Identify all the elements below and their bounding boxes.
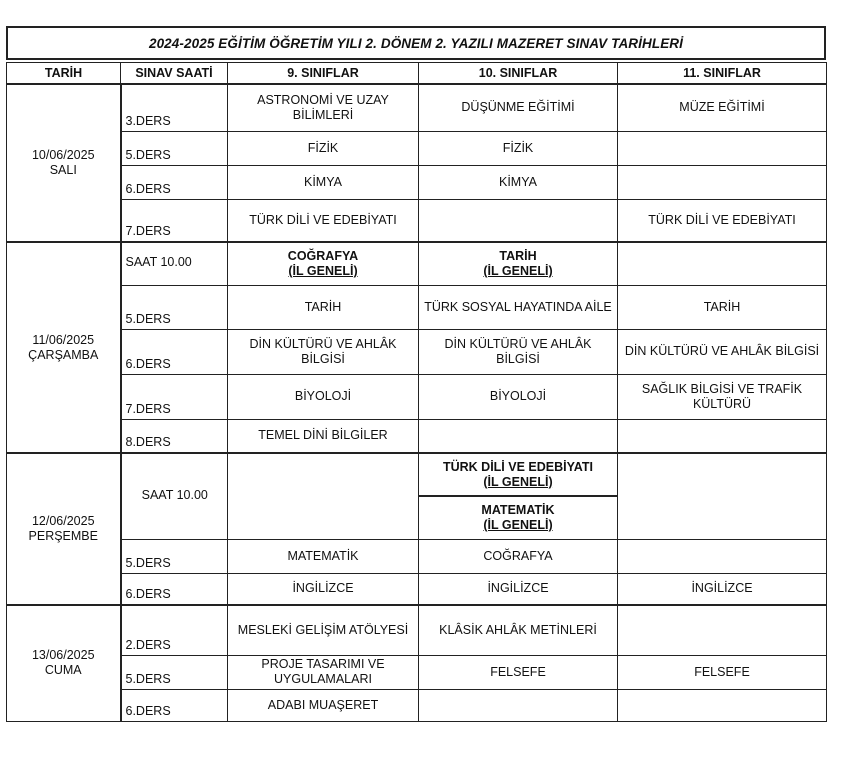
grade-11-cell	[618, 689, 827, 721]
time-cell: 2.DERS	[121, 605, 228, 655]
time-cell: 5.DERS	[121, 285, 228, 329]
grade-11-cell: DİN KÜLTÜRÜ VE AHLÂK BİLGİSİ	[618, 329, 827, 374]
grade-9-cell: FİZİK	[228, 131, 419, 165]
time-cell: 5.DERS	[121, 131, 228, 165]
grade-10-cell	[419, 419, 618, 453]
subject-name: TÜRK DİLİ VE EDEBİYATI	[442, 459, 594, 474]
time-cell: 3.DERS	[121, 84, 228, 131]
weekday-value: ÇARŞAMBA	[28, 347, 99, 362]
table-row	[7, 285, 827, 329]
time-cell: SAAT 10.00	[121, 242, 228, 285]
subject-name: COĞRAFYA	[287, 248, 359, 263]
grade-10-cell: BİYOLOJİ	[419, 374, 618, 419]
grade-9-cell	[228, 453, 419, 539]
grade-9-cell: MESLEKİ GELİŞİM ATÖLYESİ	[228, 605, 419, 655]
grade-11-cell	[618, 165, 827, 199]
date-value: 10/06/2025	[31, 148, 95, 162]
subject-name: PROJE TASARIMI VE UYGULAMALARI	[261, 657, 385, 686]
grade-9-cell: TEMEL DİNİ BİLGİLER	[228, 419, 419, 453]
grade-10-cell	[419, 242, 618, 285]
table-row	[7, 539, 827, 573]
grade-10-cell	[419, 689, 618, 721]
grade-10-cell: KLÂSİK AHLÂK METİNLERİ	[419, 605, 618, 655]
schedule-sheet	[6, 26, 826, 722]
time-cell: 5.DERS	[121, 655, 228, 689]
scope-note: (İL GENELİ)	[483, 517, 553, 532]
table-row	[7, 573, 827, 605]
grade-11-cell	[618, 419, 827, 453]
date-cell	[7, 242, 121, 453]
grade-9-cell: İNGİLİZCE	[228, 573, 419, 605]
grade-10-cell: İNGİLİZCE	[419, 573, 618, 605]
time-cell: 8.DERS	[121, 419, 228, 453]
date-cell	[7, 84, 121, 242]
table-row	[7, 242, 827, 285]
grade-11-cell: İNGİLİZCE	[618, 573, 827, 605]
document-title: 2024-2025 EĞİTİM ÖĞRETİM YILI 2. DÖNEM 2. YAZILI MAZERET SINAV TARİHLERİ	[6, 26, 826, 60]
grade-11-cell: TARİH	[618, 285, 827, 329]
grade-10-cell: FİZİK	[419, 131, 618, 165]
table-row	[7, 84, 827, 131]
grade-11-cell: FELSEFE	[618, 655, 827, 689]
subject-name: MATEMATİK	[481, 502, 555, 517]
grade-10-cell: DÜŞÜNME EĞİTİMİ	[419, 84, 618, 131]
weekday-value: CUMA	[44, 663, 82, 678]
subject-name: TARİH	[499, 248, 537, 263]
grade-10-cell: KİMYA	[419, 165, 618, 199]
grade-11-cell	[618, 242, 827, 285]
grade-9-cell: ASTRONOMİ VE UZAY BİLİMLERİ	[228, 84, 419, 131]
grade-9-cell: TÜRK DİLİ VE EDEBİYATI	[228, 199, 419, 242]
date-cell	[7, 453, 121, 605]
time-cell: 7.DERS	[121, 374, 228, 419]
grade-10-cell: TÜRK SOSYAL HAYATINDA AİLE	[419, 285, 618, 329]
date-value: 12/06/2025	[31, 514, 95, 528]
date-cell	[7, 605, 121, 721]
grade-11-cell	[618, 539, 827, 573]
grade-10-cell	[419, 496, 618, 539]
scope-note: (İL GENELİ)	[483, 474, 553, 489]
time-cell: 6.DERS	[121, 573, 228, 605]
table-row	[7, 165, 827, 199]
grade-10-cell: DİN KÜLTÜRÜ VE AHLÂK BİLGİSİ	[419, 329, 618, 374]
date-value: 11/06/2025	[32, 332, 95, 347]
grade-10-cell: COĞRAFYA	[419, 539, 618, 573]
grade-9-cell: KİMYA	[228, 165, 419, 199]
grade-11-cell: TÜRK DİLİ VE EDEBİYATI	[618, 199, 827, 242]
weekday-value: SALI	[49, 163, 77, 177]
grade-11-cell	[618, 605, 827, 655]
grade-11-cell: SAĞLIK BİLGİSİ VE TRAFİK KÜLTÜRÜ	[618, 374, 827, 419]
table-row	[7, 689, 827, 721]
time-cell: 5.DERS	[121, 539, 228, 573]
exam-schedule-table	[6, 62, 827, 722]
grade-10-cell	[419, 453, 618, 496]
table-row	[7, 374, 827, 419]
grade-9-cell	[228, 242, 419, 285]
time-cell: 6.DERS	[121, 329, 228, 374]
weekday-value: PERŞEMBE	[28, 529, 98, 543]
time-cell: 6.DERS	[121, 689, 228, 721]
date-value: 13/06/2025	[31, 648, 95, 663]
grade-11-cell: MÜZE EĞİTİMİ	[618, 84, 827, 131]
time-cell: SAAT 10.00	[121, 453, 228, 539]
grade-11-cell	[618, 131, 827, 165]
header-grade-11: 11. SINIFLAR	[618, 63, 827, 85]
grade-10-cell	[419, 199, 618, 242]
header-date: TARİH	[7, 63, 121, 85]
grade-9-cell: MATEMATİK	[228, 539, 419, 573]
grade-11-cell	[618, 453, 827, 539]
header-grade-9: 9. SINIFLAR	[228, 63, 419, 85]
table-row	[7, 419, 827, 453]
header-time: SINAV SAATİ	[121, 63, 228, 85]
table-row	[7, 329, 827, 374]
grade-10-cell: FELSEFE	[419, 655, 618, 689]
time-cell: 7.DERS	[121, 199, 228, 242]
grade-9-cell: BİYOLOJİ	[228, 374, 419, 419]
scope-note: (İL GENELİ)	[288, 263, 358, 278]
table-row	[7, 199, 827, 242]
header-row	[7, 63, 827, 85]
scope-note: (İL GENELİ)	[483, 263, 553, 278]
time-cell: 6.DERS	[121, 165, 228, 199]
table-row	[7, 655, 827, 689]
table-row	[7, 605, 827, 655]
grade-9-cell: ADABI MUAŞERET	[228, 689, 419, 721]
grade-9-cell: TARİH	[228, 285, 419, 329]
table-row	[7, 131, 827, 165]
grade-9-cell	[228, 655, 419, 689]
table-row	[7, 453, 827, 496]
grade-9-cell: DİN KÜLTÜRÜ VE AHLÂK BİLGİSİ	[228, 329, 419, 374]
header-grade-10: 10. SINIFLAR	[419, 63, 618, 85]
